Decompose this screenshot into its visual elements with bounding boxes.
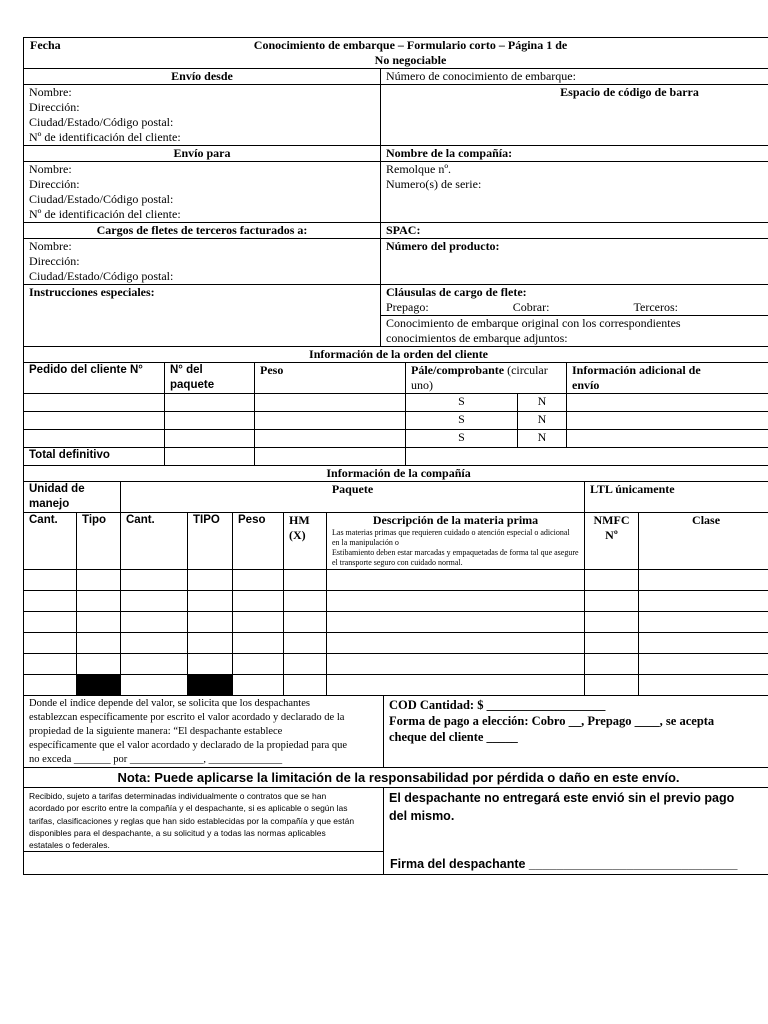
product-number-label[interactable]: Número del producto: <box>381 239 768 285</box>
col-hazmat: HM (X) <box>284 513 327 570</box>
ltl-heading: LTL únicamente <box>585 482 768 513</box>
bottom-section <box>23 695 768 875</box>
collect-option[interactable]: Cobrar: <box>512 300 550 314</box>
serial-label: Numero(s) de serie: <box>386 177 482 191</box>
trailer-label: Remolque nº. <box>386 162 452 176</box>
order-cell[interactable] <box>24 430 165 448</box>
packages-cell[interactable] <box>165 394 255 412</box>
third-party-heading: Cargos de fletes de terceros facturados a: <box>24 223 381 239</box>
payment-method-line2[interactable]: cheque del cliente _____ <box>389 730 518 744</box>
date-label: Fecha <box>30 38 61 52</box>
col-customer-order: Pedido del cliente N° <box>24 363 165 394</box>
shaded-cell <box>188 675 233 696</box>
ship-to-name: Nombre: <box>29 162 72 176</box>
col-weight: Peso <box>255 363 406 394</box>
yes-option[interactable]: S <box>406 412 518 430</box>
order-cell[interactable] <box>24 412 165 430</box>
top-section <box>23 37 768 347</box>
additional-cell[interactable] <box>567 394 768 412</box>
col-nmfc: NMFC Nº <box>585 513 639 570</box>
total-packages-cell[interactable] <box>165 448 255 466</box>
order-info-heading: Información de la orden del cliente <box>24 347 768 363</box>
table-row[interactable] <box>24 394 768 412</box>
barcode-space: Espacio de código de barra <box>381 85 768 146</box>
order-cell[interactable] <box>24 394 165 412</box>
no-option[interactable]: N <box>518 430 567 448</box>
ship-from-fields[interactable] <box>24 85 381 146</box>
col-qty-handling: Cant. <box>24 513 77 570</box>
ship-from-address: Dirección: <box>29 100 80 114</box>
original-bol-line1: Conocimiento de embarque original con los correspondientes <box>386 316 681 330</box>
additional-cell[interactable] <box>567 412 768 430</box>
additional-cell[interactable] <box>567 430 768 448</box>
special-instructions[interactable]: Instrucciones especiales: <box>24 285 381 347</box>
packages-cell[interactable] <box>165 412 255 430</box>
table-row[interactable] <box>24 612 768 633</box>
handling-unit-heading: Unidad de manejo <box>24 482 121 513</box>
col-package-count: N° del paquete <box>165 363 255 394</box>
weight-cell[interactable] <box>255 394 406 412</box>
declared-value-text: Donde el índice depende del valor, se solicita que los despachantes establezcan específicamente por escrito el valor acordado y declarado de la propiedad de la siguiente manera: “El despachante establece específicamente que el valor acordado y declarado de la propiedad para que no exceda _______ por ______________, ______________ <box>24 696 384 768</box>
original-bol-line2: conocimientos de embarque adjuntos: <box>386 331 568 345</box>
liability-note: Nota: Puede aplicarse la limitación de la responsabilidad por pérdida o daño en este envío. <box>24 768 768 788</box>
delivery-line2: del mismo. <box>389 809 455 823</box>
description-title: Descripción de la materia prima <box>372 513 539 527</box>
ship-from-city: Ciudad/Estado/Código postal: <box>29 115 174 129</box>
delivery-line1: El despachante no entregará este envió sin el previo pago <box>389 791 735 805</box>
table-row[interactable] <box>24 633 768 654</box>
yes-option[interactable]: S <box>406 430 518 448</box>
col-additional-info: Información adicional de envío <box>567 363 768 394</box>
package-heading: Paquete <box>121 482 585 513</box>
total-weight-cell[interactable] <box>255 448 406 466</box>
ship-to-city: Ciudad/Estado/Código postal: <box>29 192 174 206</box>
form-title: Conocimiento de embarque – Formulario corto – Página 1 de <box>253 38 568 52</box>
freight-terms[interactable] <box>381 285 768 347</box>
trailer-serial-fields[interactable] <box>381 162 768 223</box>
form-subtitle: No negociable <box>374 53 447 67</box>
received-empty <box>24 852 384 875</box>
yes-option[interactable]: S <box>406 394 518 412</box>
total-empty <box>406 448 768 466</box>
cod-section[interactable] <box>384 696 768 768</box>
col-type-handling: Tipo <box>77 513 121 570</box>
col-pallet-slip: Pále/comprobante (circular uno) <box>406 363 567 394</box>
payment-method-line1[interactable]: Forma de pago a elección: Cobro __, Prepago ____, se acepta <box>389 714 715 728</box>
customer-order-table <box>23 346 768 466</box>
col-class: Clase <box>639 513 768 570</box>
table-row[interactable] <box>24 675 768 696</box>
col-weight: Peso <box>233 513 284 570</box>
weight-cell[interactable] <box>255 412 406 430</box>
shipper-signature[interactable]: Firma del despachante ______________________________ <box>390 857 738 872</box>
carrier-info-table <box>23 465 768 696</box>
received-text: Recibido, sujeto a tarifas determinadas individualmente o contratos que se han acordado por escrito entre la compañía y el despachante, si es aplicable o según las tarifas, clasificaciones y reglas que han sido establecidas por la compañía y que están disponibles para el despachante, a su solicitud y a todas las normas aplicables estatales o federales. <box>24 788 384 852</box>
description-note-2: Estibamiento deben estar marcadas y empaquetadas de forma tal que asegure el transporte seguro con cuidado normal. <box>332 548 579 567</box>
col-commodity-description <box>327 513 585 570</box>
table-row[interactable] <box>24 591 768 612</box>
ship-from-name: Nombre: <box>29 85 72 99</box>
description-note-1: Las materias primas que requieren cuidado o atención especial o adicional en la manipulación o <box>332 528 570 547</box>
ship-from-heading: Envío desde <box>24 69 381 85</box>
shaded-cell <box>77 675 121 696</box>
col-type-package: TIPO <box>188 513 233 570</box>
delivery-signature[interactable] <box>384 788 768 875</box>
freight-terms-heading: Cláusulas de cargo de flete: <box>386 285 527 299</box>
ship-to-fields[interactable] <box>24 162 381 223</box>
bol-number-label: Número de conocimiento de embarque: <box>381 69 768 85</box>
prepaid-option[interactable]: Prepago: <box>386 300 429 314</box>
table-row[interactable] <box>24 570 768 591</box>
table-row[interactable] <box>24 654 768 675</box>
company-info-heading: Información de la compañía <box>24 466 768 482</box>
table-row[interactable] <box>24 430 768 448</box>
packages-cell[interactable] <box>165 430 255 448</box>
header-cell <box>24 38 768 69</box>
ship-to-heading: Envío para <box>24 146 381 162</box>
third-party-city: Ciudad/Estado/Código postal: <box>29 269 174 283</box>
company-name-label[interactable]: Nombre de la compañía: <box>381 146 768 162</box>
ship-from-customer-id: Nº de identificación del cliente: <box>29 130 181 144</box>
table-row[interactable] <box>24 412 768 430</box>
no-option[interactable]: N <box>518 394 567 412</box>
no-option[interactable]: N <box>518 412 567 430</box>
ship-to-customer-id: Nº de identificación del cliente: <box>29 207 181 221</box>
third-party-name: Nombre: <box>29 239 72 253</box>
grand-total-label: Total definitivo <box>24 448 165 466</box>
weight-cell[interactable] <box>255 430 406 448</box>
spac-label[interactable]: SPAC: <box>381 223 768 239</box>
bill-of-lading-form <box>23 37 768 875</box>
ship-to-address: Dirección: <box>29 177 80 191</box>
third-party-fields[interactable] <box>24 239 381 285</box>
col-qty-package: Cant. <box>121 513 188 570</box>
cod-amount[interactable]: COD Cantidad: $ ___________________ <box>389 698 606 712</box>
third-party-address: Dirección: <box>29 254 80 268</box>
third-party-option[interactable]: Terceros: <box>633 300 678 314</box>
